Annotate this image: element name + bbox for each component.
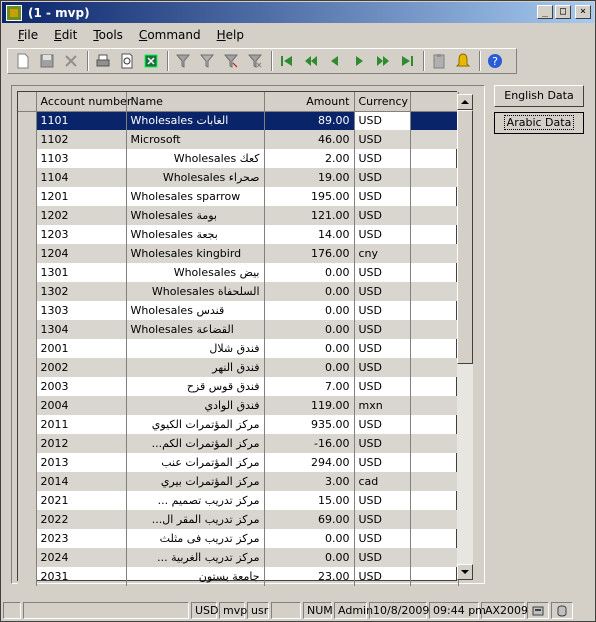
table-row[interactable] [18, 263, 458, 282]
table-row[interactable] [18, 453, 458, 472]
status-company[interactable]: mvp [219, 602, 245, 619]
scroll-down-button[interactable] [457, 564, 473, 580]
column-header-account-number[interactable]: Account number [36, 92, 126, 111]
cell-currency[interactable]: USD [354, 529, 410, 548]
row-selector[interactable] [18, 225, 36, 244]
cell-account-number[interactable]: 1201 [36, 187, 126, 206]
cell-name[interactable]: Wholesales بجعة [126, 225, 264, 244]
cell-filler [410, 472, 458, 491]
cell-amount[interactable]: 2.00 [264, 149, 354, 168]
cell-name[interactable]: Wholesales sparrow [126, 187, 264, 206]
cell-amount[interactable]: 69.00 [264, 510, 354, 529]
row-selector[interactable] [18, 453, 36, 472]
app-icon[interactable] [6, 5, 22, 21]
column-header-filler [410, 92, 458, 111]
cell-amount[interactable]: 23.00 [264, 567, 354, 586]
new-icon[interactable] [12, 50, 34, 72]
cell-currency[interactable]: USD [354, 510, 410, 529]
accounts-table [18, 92, 459, 586]
cell-filler [410, 510, 458, 529]
cell-name[interactable]: فندق الوادي [126, 396, 264, 415]
table-row[interactable] [18, 548, 458, 567]
svg-text:?: ? [492, 55, 498, 68]
status-indicator [3, 602, 21, 619]
cell-currency[interactable]: USD [354, 453, 410, 472]
cell-account-number[interactable]: 2003 [36, 377, 126, 396]
status-user: Admin [334, 602, 367, 619]
cell-account-number[interactable]: 2021 [36, 491, 126, 510]
cell-account-number[interactable]: 1203 [36, 225, 126, 244]
table-row[interactable] [18, 320, 458, 339]
cell-account-number[interactable]: 1304 [36, 320, 126, 339]
cell-filler [410, 301, 458, 320]
next-record-icon[interactable] [348, 50, 370, 72]
row-selector-header[interactable] [18, 92, 36, 111]
cell-name[interactable]: مركز المؤتمرات الكم... [126, 434, 264, 453]
status-message [23, 602, 189, 619]
english-data-button[interactable]: English Data [494, 85, 584, 107]
cell-currency[interactable]: USD [354, 415, 410, 434]
status-time: 09:44 pm [429, 602, 479, 619]
row-selector[interactable] [18, 434, 36, 453]
row-selector[interactable] [18, 263, 36, 282]
title-bar [2, 2, 594, 23]
cell-amount[interactable]: 19.00 [264, 168, 354, 187]
cell-name[interactable]: Microsoft [126, 130, 264, 149]
status-date: 10/8/2009 [369, 602, 427, 619]
print-icon[interactable] [92, 50, 114, 72]
cell-filler [410, 377, 458, 396]
cell-currency[interactable]: USD [354, 301, 410, 320]
cell-currency[interactable]: USD [354, 168, 410, 187]
cell-amount[interactable]: 121.00 [264, 206, 354, 225]
toolbar-separator [87, 51, 89, 71]
delete-icon[interactable] [60, 50, 82, 72]
cell-amount[interactable]: 0.00 [264, 263, 354, 282]
cell-currency[interactable]: USD [354, 225, 410, 244]
column-header-currency[interactable]: Currency [354, 92, 410, 111]
table-row[interactable] [18, 339, 458, 358]
table-row[interactable] [18, 301, 458, 320]
cell-currency[interactable]: USD [354, 149, 410, 168]
previous-page-icon[interactable] [300, 50, 322, 72]
cell-name[interactable]: مركز المؤتمرات عنب [126, 453, 264, 472]
cell-account-number[interactable]: 1101 [36, 111, 126, 130]
cell-filler [410, 396, 458, 415]
vertical-scrollbar[interactable] [457, 94, 473, 580]
cell-currency[interactable]: USD [354, 320, 410, 339]
cell-account-number[interactable]: 1102 [36, 130, 126, 149]
table-row[interactable] [18, 529, 458, 548]
table-row[interactable] [18, 187, 458, 206]
cell-filler [410, 244, 458, 263]
cell-currency[interactable]: USD [354, 567, 410, 586]
help-icon[interactable] [484, 50, 506, 72]
row-selector[interactable] [18, 168, 36, 187]
cell-filler [410, 358, 458, 377]
cell-filler [410, 130, 458, 149]
remove-filter-icon[interactable] [244, 50, 266, 72]
column-header-amount[interactable]: Amount [264, 92, 354, 111]
table-row[interactable] [18, 415, 458, 434]
menu-file[interactable]: File [18, 28, 39, 42]
row-selector[interactable] [18, 320, 36, 339]
cell-amount[interactable]: 0.00 [264, 301, 354, 320]
cell-amount[interactable]: 46.00 [264, 130, 354, 149]
cell-name[interactable]: جامعة بستون [126, 567, 264, 586]
scroll-thumb[interactable] [457, 110, 473, 364]
cell-name[interactable]: كعك Wholesales [126, 149, 264, 168]
table-row[interactable] [18, 434, 458, 453]
status-version: AX2009 [481, 602, 525, 619]
cell-amount[interactable]: 0.00 [264, 282, 354, 301]
cell-account-number[interactable]: 2002 [36, 358, 126, 377]
cell-amount[interactable]: 195.00 [264, 187, 354, 206]
table-row[interactable] [18, 130, 458, 149]
filter-icon[interactable] [172, 50, 194, 72]
status-bar [3, 601, 593, 620]
row-selector[interactable] [18, 396, 36, 415]
close-button[interactable]: × [575, 5, 591, 19]
cell-filler [410, 415, 458, 434]
sessions-icon [532, 605, 544, 617]
cell-currency[interactable]: USD [354, 263, 410, 282]
last-record-icon[interactable] [396, 50, 418, 72]
alert-icon[interactable] [452, 50, 474, 72]
database-icon [556, 605, 568, 617]
cell-filler [410, 263, 458, 282]
cell-account-number[interactable]: 2004 [36, 396, 126, 415]
status-database[interactable] [551, 602, 573, 619]
cell-name[interactable]: مركز المؤتمرات بيري [126, 472, 264, 491]
row-selector[interactable] [18, 358, 36, 377]
window-title: (1 - mvp) [28, 5, 90, 20]
cell-name[interactable]: Wholesales القضاعة [126, 320, 264, 339]
cell-account-number[interactable]: 2001 [36, 339, 126, 358]
minimize-button[interactable]: _ [537, 5, 553, 19]
next-page-icon[interactable] [372, 50, 394, 72]
cell-amount[interactable]: 7.00 [264, 377, 354, 396]
cell-filler [410, 111, 458, 130]
cell-amount[interactable]: 3.00 [264, 472, 354, 491]
cell-name[interactable]: مركز تدريب فى مثلث [126, 529, 264, 548]
cell-amount[interactable]: 15.00 [264, 491, 354, 510]
toolbar-separator [167, 51, 169, 71]
cell-amount[interactable]: 0.00 [264, 358, 354, 377]
cell-name[interactable]: مركز تدريب الغربية ... [126, 548, 264, 567]
table-row[interactable] [18, 149, 458, 168]
cell-currency[interactable]: USD [354, 339, 410, 358]
table-row[interactable] [18, 472, 458, 491]
cell-name[interactable]: بيض Wholesales [126, 263, 264, 282]
cell-name[interactable]: Wholesales بومة [126, 206, 264, 225]
row-selector[interactable] [18, 206, 36, 225]
cell-filler [410, 282, 458, 301]
cell-filler [410, 491, 458, 510]
cell-amount[interactable]: -16.00 [264, 434, 354, 453]
cell-filler [410, 529, 458, 548]
cell-account-number[interactable]: 2022 [36, 510, 126, 529]
table-row[interactable] [18, 567, 458, 586]
cell-name[interactable]: Wholesales قندس [126, 301, 264, 320]
cell-currency[interactable]: USD [354, 130, 410, 149]
row-selector[interactable] [18, 491, 36, 510]
table-row[interactable] [18, 244, 458, 263]
cell-currency[interactable]: USD [354, 548, 410, 567]
cell-name[interactable]: Wholesales الغابات [126, 111, 264, 130]
cell-filler [410, 567, 458, 586]
cell-currency[interactable]: USD [354, 206, 410, 225]
cell-filler [410, 187, 458, 206]
cell-account-number[interactable]: 1301 [36, 263, 126, 282]
cell-amount[interactable]: 935.00 [264, 415, 354, 434]
cell-amount[interactable]: 0.00 [264, 548, 354, 567]
cell-currency[interactable]: USD [354, 282, 410, 301]
cell-filler [410, 548, 458, 567]
column-header-name[interactable]: Name [126, 92, 264, 111]
cell-currency[interactable]: USD [354, 358, 410, 377]
cell-account-number[interactable]: 2014 [36, 472, 126, 491]
table-row[interactable] [18, 358, 458, 377]
row-selector[interactable] [18, 377, 36, 396]
row-selector[interactable] [18, 548, 36, 567]
cell-amount[interactable]: 294.00 [264, 453, 354, 472]
cell-filler [410, 168, 458, 187]
menu-command[interactable]: Command [138, 28, 201, 42]
status-blank [271, 602, 301, 619]
cell-amount[interactable]: 176.00 [264, 244, 354, 263]
cell-currency[interactable]: USD [354, 434, 410, 453]
row-selector[interactable] [18, 567, 36, 586]
cell-account-number[interactable]: 2024 [36, 548, 126, 567]
menu-edit[interactable]: Edit [54, 28, 78, 42]
toolbar-separator [423, 51, 425, 71]
cell-account-number[interactable]: 1303 [36, 301, 126, 320]
advanced-filter-icon[interactable] [220, 50, 242, 72]
cell-name[interactable]: مركز تدريب تصميم ... [126, 491, 264, 510]
cell-name[interactable]: مركز تدريب المقر ال... [126, 510, 264, 529]
cell-account-number[interactable]: 2013 [36, 453, 126, 472]
status-sessions[interactable] [527, 602, 549, 619]
arrow-down-icon [461, 569, 469, 575]
previous-record-icon[interactable] [324, 50, 346, 72]
cell-currency[interactable]: mxn [354, 396, 410, 415]
row-selector[interactable] [18, 301, 36, 320]
row-selector[interactable] [18, 111, 36, 130]
cell-filler [410, 225, 458, 244]
table-row[interactable] [18, 225, 458, 244]
cell-currency[interactable]: USD [354, 491, 410, 510]
menu-tools[interactable]: Tools [93, 28, 123, 42]
row-selector[interactable] [18, 339, 36, 358]
cell-account-number[interactable]: 2031 [36, 567, 126, 586]
cell-name[interactable]: فندق شلال [126, 339, 264, 358]
cell-account-number[interactable]: 2012 [36, 434, 126, 453]
cell-account-number[interactable]: 1104 [36, 168, 126, 187]
cell-currency[interactable]: USD [354, 377, 410, 396]
row-selector[interactable] [18, 529, 36, 548]
cell-name[interactable]: فندق قوس قزح [126, 377, 264, 396]
row-selector[interactable] [18, 472, 36, 491]
table-row[interactable] [18, 111, 458, 130]
table-row[interactable] [18, 491, 458, 510]
cell-account-number[interactable]: 1103 [36, 149, 126, 168]
filter-by-selection-icon[interactable] [196, 50, 218, 72]
maximize-button[interactable]: □ [555, 5, 571, 19]
cell-filler [410, 149, 458, 168]
cell-amount[interactable]: 0.00 [264, 320, 354, 339]
row-selector[interactable] [18, 244, 36, 263]
cell-name[interactable]: فندق النهر [126, 358, 264, 377]
cell-filler [410, 453, 458, 472]
status-num-lock: NUM [303, 602, 332, 619]
toolbar-separator [271, 51, 273, 71]
table-row[interactable] [18, 396, 458, 415]
cell-filler [410, 434, 458, 453]
cell-currency[interactable]: cad [354, 472, 410, 491]
cell-amount[interactable]: 0.00 [264, 529, 354, 548]
cell-currency[interactable]: cny [354, 244, 410, 263]
cell-account-number[interactable]: 1204 [36, 244, 126, 263]
first-record-icon[interactable] [276, 50, 298, 72]
toolbar-separator [479, 51, 481, 71]
excel-icon[interactable] [140, 50, 162, 72]
cell-filler [410, 320, 458, 339]
toolbar [7, 48, 517, 74]
status-layer: usr [247, 602, 269, 619]
cell-account-number[interactable]: 2011 [36, 415, 126, 434]
cell-account-number[interactable]: 1302 [36, 282, 126, 301]
row-selector[interactable] [18, 415, 36, 434]
print-preview-icon[interactable] [116, 50, 138, 72]
cell-amount[interactable]: 14.00 [264, 225, 354, 244]
scroll-up-button[interactable] [457, 94, 473, 110]
cell-currency[interactable]: USD [354, 111, 410, 130]
cell-name[interactable]: Wholesales kingbird [126, 244, 264, 263]
header-row [18, 92, 458, 111]
cell-amount[interactable]: 89.00 [264, 111, 354, 130]
cell-filler [410, 206, 458, 225]
cell-name[interactable]: صحراء Wholesales [126, 168, 264, 187]
cell-account-number[interactable]: 1202 [36, 206, 126, 225]
save-icon[interactable] [36, 50, 58, 72]
table-row[interactable] [18, 510, 458, 529]
row-selector[interactable] [18, 282, 36, 301]
table-row[interactable] [18, 168, 458, 187]
row-selector[interactable] [18, 149, 36, 168]
row-selector[interactable] [18, 130, 36, 149]
cell-account-number[interactable]: 2023 [36, 529, 126, 548]
cell-amount[interactable]: 0.00 [264, 339, 354, 358]
status-currency[interactable]: USD [191, 602, 217, 619]
menu-bar [2, 25, 594, 45]
table-row[interactable] [18, 377, 458, 396]
clipboard-icon[interactable] [428, 50, 450, 72]
cell-filler [410, 339, 458, 358]
cell-name[interactable]: مركز المؤتمرات الكيوي [126, 415, 264, 434]
accounts-grid[interactable] [17, 91, 457, 581]
cell-currency[interactable]: USD [354, 187, 410, 206]
table-row[interactable] [18, 206, 458, 225]
row-selector[interactable] [18, 510, 36, 529]
cell-amount[interactable]: 119.00 [264, 396, 354, 415]
arrow-up-icon [461, 99, 469, 105]
cell-name[interactable]: السلحفاة Wholesales [126, 282, 264, 301]
menu-help[interactable]: Help [216, 28, 244, 42]
arabic-data-button[interactable]: Arabic Data [494, 112, 584, 134]
row-selector[interactable] [18, 187, 36, 206]
table-row[interactable] [18, 282, 458, 301]
